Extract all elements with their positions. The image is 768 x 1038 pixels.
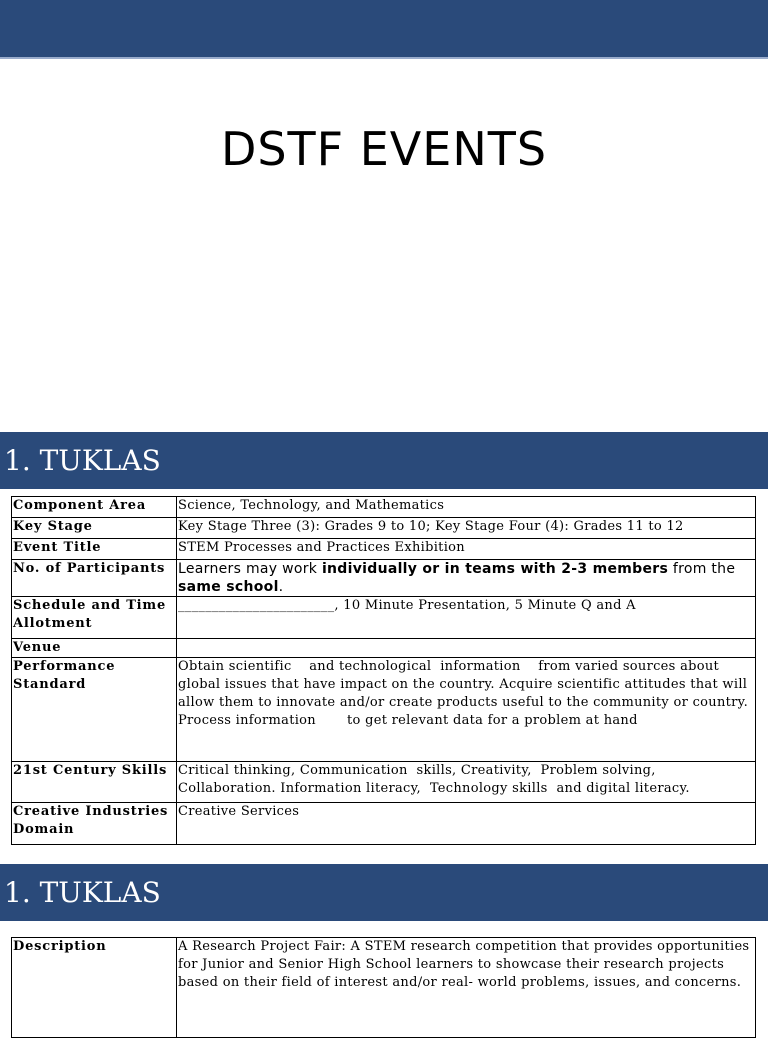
section-heading-tuklas: 1. TUKLAS: [0, 864, 768, 921]
row-value: _______________________, 10 Minute Presentation, 5 Minute Q and A: [177, 597, 756, 639]
row-value: Critical thinking, Communication skills, Creativity, Problem solving, Collaboration. Information literacy, Technology skills and digital literacy.: [177, 762, 756, 803]
table-row: [12, 597, 756, 639]
row-label: Schedule and Time Allotment: [12, 597, 177, 639]
table-row: [12, 639, 756, 658]
table-row: [12, 497, 756, 518]
table-row: [12, 539, 756, 560]
participants-text: from the: [668, 561, 736, 577]
table-row: [12, 518, 756, 539]
row-value: STEM Processes and Practices Exhibition: [177, 539, 756, 560]
row-value: A Research Project Fair: A STEM research competition that provides opportunities for Junior and Senior High School learners to showcase their research projects based on their field of interest and/or real- world problems, issues, and concerns.: [177, 938, 756, 1038]
table-row: [12, 560, 756, 597]
section-heading-tuklas: 1. TUKLAS: [0, 432, 768, 489]
row-label: Performance Standard: [12, 658, 177, 762]
table-row: [12, 938, 756, 1038]
row-value: Science, Technology, and Mathematics: [177, 497, 756, 518]
participants-text: Learners may work: [178, 561, 322, 577]
row-value: [177, 560, 756, 597]
table-row: [12, 658, 756, 762]
row-label: No. of Participants: [12, 560, 177, 597]
participants-text: .: [278, 579, 284, 595]
page-title: DSTF EVENTS: [220, 122, 548, 176]
event-description-table: [11, 937, 756, 1038]
participants-emphasis: individually or in teams with 2-3 members: [321, 561, 669, 577]
row-label: 21st Century Skills: [12, 762, 177, 803]
row-label: Key Stage: [12, 518, 177, 539]
row-label: Component Area: [12, 497, 177, 518]
row-value: Key Stage Three (3): Grades 9 to 10; Key Stage Four (4): Grades 11 to 12: [177, 518, 756, 539]
row-value: Creative Services: [177, 803, 756, 845]
row-label: Venue: [12, 639, 177, 658]
row-label: Creative Industries Domain: [12, 803, 177, 845]
top-banner: [0, 0, 768, 59]
row-label: Description: [12, 938, 177, 1038]
event-details-table: [11, 496, 756, 845]
row-value: [177, 639, 756, 658]
participants-emphasis: same school: [178, 579, 279, 595]
table-row: [12, 803, 756, 845]
row-value: Obtain scientific and technological information from varied sources about global issues that have impact on the country. Acquire scientific attitudes that will allow them to innovate and/or create products useful to the community or country. Process information to get relevant data for a problem at hand: [177, 658, 756, 762]
table-row: [12, 762, 756, 803]
row-label: Event Title: [12, 539, 177, 560]
